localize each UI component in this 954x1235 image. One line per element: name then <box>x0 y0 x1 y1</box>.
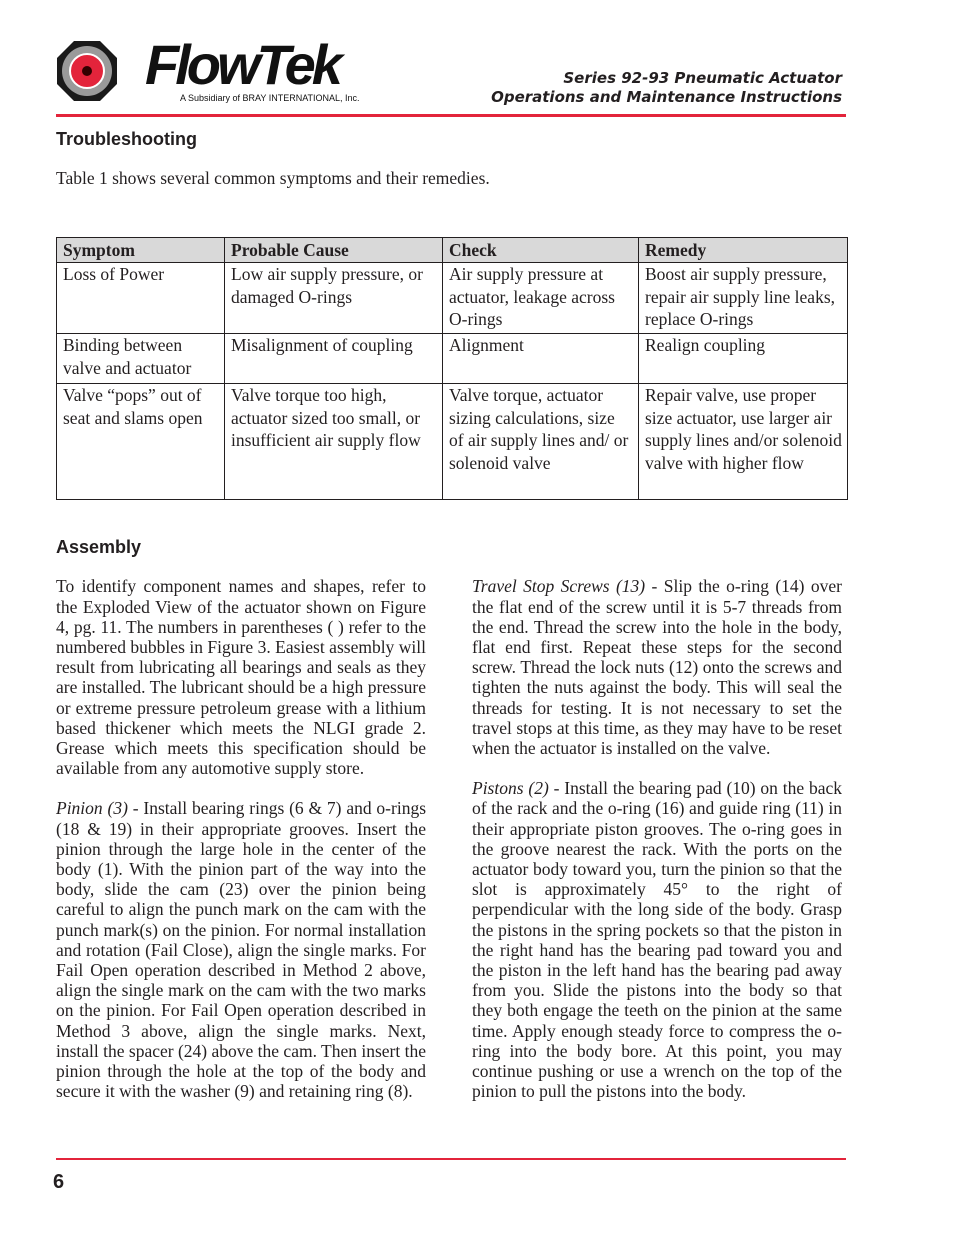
doc-subtitle: Operations and Maintenance Instructions <box>491 88 842 106</box>
table-header: Probable Cause <box>225 238 443 263</box>
table-row <box>57 263 848 334</box>
paragraph-lead: Pinion (3) <box>56 798 128 819</box>
table-cell: Repair valve, use proper size actuator, use larger air supply lines and/or solenoid valve with higher flow <box>639 384 848 500</box>
footer-rule <box>56 1158 846 1160</box>
table-cell: Misalignment of coupling <box>225 334 443 384</box>
table-cell: Realign coupling <box>639 334 848 384</box>
table-cell: Valve “pops” out of seat and slams open <box>57 384 225 500</box>
table-cell: Loss of Power <box>57 263 225 334</box>
table-cell: Valve torque too high, actuator sized too small, or insufficient air supply flow <box>225 384 443 500</box>
paragraph <box>56 798 426 1101</box>
troubleshooting-intro: Table 1 shows several common symptoms and their remedies. <box>56 168 490 188</box>
doc-series-title: Series 92-93 Pneumatic Actuator <box>563 69 842 87</box>
table-cell: Binding between valve and actuator <box>57 334 225 384</box>
header-rule <box>56 114 846 117</box>
table-cell: Boost air supply pressure, repair air supply line leaks, replace O-rings <box>639 263 848 334</box>
section-heading-assembly: Assembly <box>56 537 142 558</box>
paragraph-text: - Install the bearing pad (10) on the back of the rack and the o-ring (16) and guide ring (11) in their appropriate piston grooves. The o-ring goes in the groove nearest the rack. With the ports on the actuator body toward you, turn the pinion so that the slot is approximately 45° to the right of perpendicular with the long side of the body. Grasp the pistons in the spring pockets so that the piston in the right hand has the bearing pad toward you and the piston in the left hand has the bearing pad away from you. Slide the pistons into the body so that they both engage the teeth on the pinion at the same time. Apply enough steady force to compress the o-ring into the body bore. At this point, you may continue pushing or use a wrench on the top of the pinion to pull the pistons into the body. <box>472 778 842 1102</box>
table-cell: Air supply pressure at actuator, leakage across O-rings <box>443 263 639 334</box>
main-content <box>56 237 848 1121</box>
page-number: 6 <box>53 1171 65 1193</box>
right-column <box>472 576 842 1121</box>
logo-subtitle: A Subsidiary of BRAY INTERNATIONAL, Inc. <box>180 93 360 103</box>
paragraph <box>472 778 842 1101</box>
table-header: Symptom <box>57 238 225 263</box>
paragraph-text: - Slip the o-ring (14) over the flat end of the screw until it is 5-7 threads from the end. Thread the screw into the hole in the body, flat end first. Repeat these steps for the second screw. Thread the lock nuts (12) onto the screws and tighten the nuts against the body. This will seal the threads for testing. It is not necessary to set the travel stops at this time, as they may have to be reset when the actuator is installed on the valve. <box>472 576 842 759</box>
brand-logo: FlowTek <box>145 33 339 96</box>
paragraph-text: To identify component names and shapes, refer to the Exploded View of the actuator shown on Figure 4, pg. 11. The numbers in parentheses ( ) refer to the numbered bubbles in Figure 3. Easiest assembly will result from lubricating all bearings and seals as they are installed. The lubricant should be a high pressure or extreme pressure petroleum grease with a lithium based thickener which meets the NLGI grade 2. Grease which meets this specification should be available from any automotive supply store. <box>56 576 426 779</box>
flowtek-logo-icon <box>56 40 118 102</box>
troubleshooting-table <box>56 237 848 500</box>
paragraph-text: - Install bearing rings (6 & 7) and o-rings (18 & 19) in their appropriate grooves. Insert the pinion through the large hole in the center of the body (1). With the pinion part of the way into the body, slide the cam (23) over the pinion being careful to align the punch mark on the cam with the punch mark(s) on the pinion. For normal installation and rotation (Fail Close), align the single marks. For Fail Open operation described in Method 2 above, align the single mark on the cam with the two marks on the pinion. For Fail Open operation described in Method 3 above, align the single marks. Next, install the spacer (24) above the cam. Then insert the pinion through the hole at the top of the body and secure it with the washer (9) and retaining ring (8). <box>56 798 427 1102</box>
left-column <box>56 576 426 1121</box>
table-cell: Valve torque, actuator sizing calculations, size of air supply lines and/ or solenoid valve <box>443 384 639 500</box>
table-header: Check <box>443 238 639 263</box>
table-cell: Low air supply pressure, or damaged O-rings <box>225 263 443 334</box>
paragraph-lead: Pistons (2) <box>472 778 549 799</box>
table-row <box>57 334 848 384</box>
table-header: Remedy <box>639 238 848 263</box>
table-cell: Alignment <box>443 334 639 384</box>
paragraph-lead: Travel Stop Screws (13) <box>472 576 646 597</box>
paragraph <box>56 576 426 778</box>
paragraph <box>472 576 842 758</box>
section-heading-troubleshooting: Troubleshooting <box>56 129 197 149</box>
table-row <box>57 384 848 500</box>
assembly-columns <box>56 576 842 1121</box>
